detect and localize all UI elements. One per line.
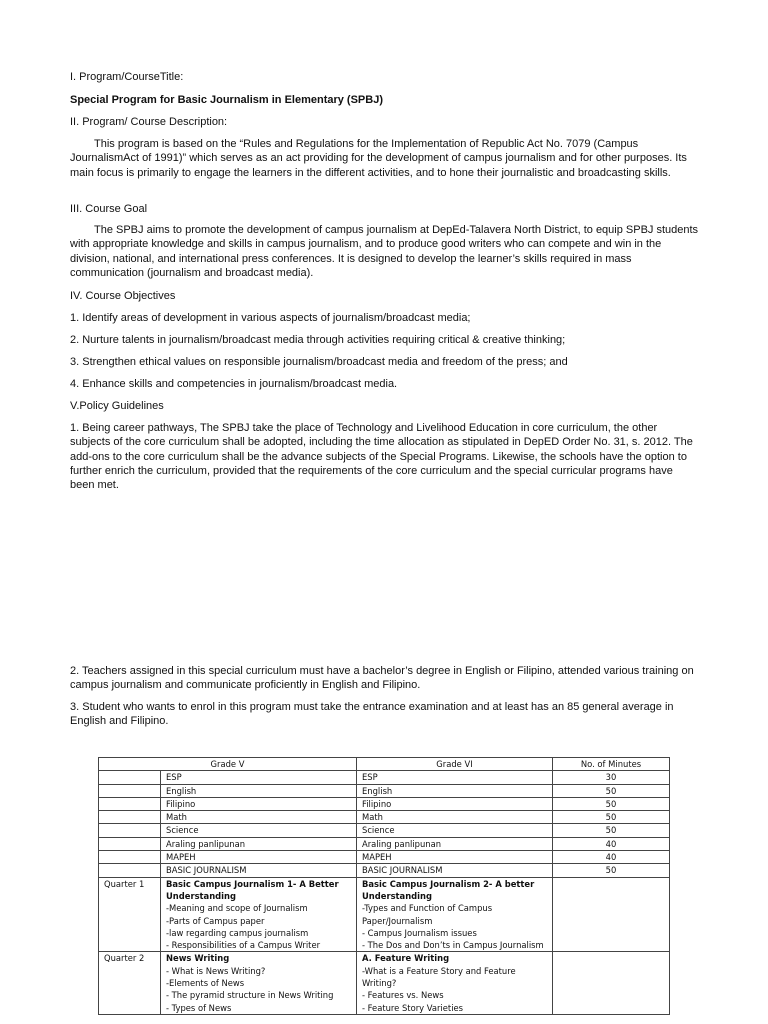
table-row	[99, 851, 670, 864]
topic-item: -Types and Function of Campus	[362, 903, 493, 914]
topic-item: -Elements of News	[166, 978, 245, 989]
grade-vi-subject: Science	[357, 824, 553, 837]
grade-vi-subject: Filipino	[357, 797, 553, 810]
quarter-label: Quarter 1	[99, 877, 161, 952]
section-heading-objectives: IV. Course Objectives	[70, 290, 176, 302]
minutes-cell: 50	[553, 784, 670, 797]
grade-v-subject: Math	[161, 811, 357, 824]
minutes-cell: 40	[553, 851, 670, 864]
topic-item: Paper/Journalism	[362, 915, 433, 926]
topic-title: Understanding	[166, 890, 236, 901]
grade-v-subject: Science	[161, 824, 357, 837]
program-title: Special Program for Basic Journalism in Elementary (SPBJ)	[70, 94, 383, 106]
section-heading-goal: III. Course Goal	[70, 203, 148, 215]
topic-item: - What is News Writing?	[166, 965, 266, 976]
topic-title: Basic Campus Journalism 2- A better	[362, 878, 535, 889]
grade-v-subject: MAPEH	[161, 851, 357, 864]
minutes-cell: 30	[553, 771, 670, 784]
section-heading-policy: V.Policy Guidelines	[70, 400, 164, 412]
grade-v-subject: Filipino	[161, 797, 357, 810]
grade-vi-subject: English	[357, 784, 553, 797]
grade-v-subject: Araling panlipunan	[161, 837, 357, 850]
section-heading-description: II. Program/ Course Description:	[70, 116, 228, 128]
goal-paragraph: The SPBJ aims to promote the development of campus journalism at DepEd-Talavera North District, to equip SPBJ students with appropriate knowledge and skills in campus journalism, and to produce good writers who can compete and win in the division, national, and international press conferences. It is designed to develop the learner’s skills required in mass communication (journalism and broadcast media).	[70, 224, 699, 279]
quarter-label: Quarter 2	[99, 952, 161, 1014]
topic-title: News Writing	[166, 953, 230, 964]
objective-3: 3. Strengthen ethical values on responsible journalism/broadcast media and freedom of the press; and	[70, 356, 568, 368]
policy-1: 1. Being career pathways, The SPBJ take the place of Technology and Livelihood Education in core curriculum, the other subjects of the core curriculum shall be adopted, including the time allocation as stipulated in DepED Order No. 31, s. 2012. The add-ons to the core curriculum shall be the advance subjects of the Special Programs. Likewise, the schools have the option to further enrich the curriculum, provided that the requirements of the core curriculum and the special curricular programs have been met.	[70, 422, 693, 492]
topic-item: - The Dos and Don’ts in Campus Journalism	[362, 940, 544, 951]
topic-item: - Features vs. News	[362, 990, 444, 1001]
objective-4: 4. Enhance skills and competencies in journalism/broadcast media.	[70, 378, 398, 390]
minutes-cell	[553, 877, 670, 952]
grade-v-subject: English	[161, 784, 357, 797]
table-row	[99, 824, 670, 837]
header-minutes: No. of Minutes	[553, 758, 670, 771]
topic-title: Understanding	[362, 890, 432, 901]
grade-vi-subject: Araling panlipunan	[357, 837, 553, 850]
description-paragraph: This program is based on the “Rules and Regulations for the Implementation of Republic Act No. 7079 (Campus JournalismAct of 1991)” which serves as an act providing for the development of campus journalism and for other purposes. Its main focus is primarily to engage the learners in the different activities, and to hone their journalistic and broadcasting skills.	[70, 138, 687, 179]
topic-item: - Feature Story Varieties	[362, 1002, 464, 1013]
header-grade-v: Grade V	[99, 758, 357, 771]
table-row	[99, 837, 670, 850]
section-heading-program-title: I. Program/CourseTitle:	[70, 71, 184, 83]
topic-item: - Campus Journalism issues	[362, 927, 477, 938]
topic-item: Writing?	[362, 978, 397, 989]
table-row	[99, 811, 670, 824]
topic-title: Basic Campus Journalism 1- A Better	[166, 878, 339, 889]
table-header-row	[99, 758, 670, 771]
grade-vi-subject: ESP	[357, 771, 553, 784]
topic-title: A. Feature Writing	[362, 953, 450, 964]
minutes-cell: 50	[553, 811, 670, 824]
grade-vi-subject: BASIC JOURNALISM	[357, 864, 553, 877]
minutes-cell	[553, 952, 670, 1014]
topic-item: -Parts of Campus paper	[166, 915, 265, 926]
grade-vi-subject: MAPEH	[357, 851, 553, 864]
table-row	[99, 784, 670, 797]
table-row	[99, 797, 670, 810]
grade-vi-quarter-content	[357, 877, 553, 952]
grade-vi-subject: Math	[357, 811, 553, 824]
topic-item: - The pyramid structure in News Writing	[166, 990, 334, 1001]
topic-item: -What is a Feature Story and Feature	[362, 965, 516, 976]
quarter-row	[99, 877, 670, 952]
topic-item: - Responsibilities of a Campus Writer	[166, 940, 321, 951]
curriculum-table	[98, 757, 670, 1015]
grade-vi-quarter-content	[357, 952, 553, 1014]
topic-item: -Meaning and scope of Journalism	[166, 903, 308, 914]
quarter-row	[99, 952, 670, 1014]
objective-2: 2. Nurture talents in journalism/broadcast media through activities requiring critical & creative thinking;	[70, 334, 566, 346]
policy-2: 2. Teachers assigned in this special curriculum must have a bachelor’s degree in English or Filipino, attended various training on campus journalism and communicate proficiently in English and Filipino.	[70, 665, 694, 692]
objective-1: 1. Identify areas of development in various aspects of journalism/broadcast media;	[70, 312, 471, 324]
table-row	[99, 864, 670, 877]
header-grade-vi: Grade VI	[357, 758, 553, 771]
minutes-cell: 50	[553, 797, 670, 810]
topic-item: -law regarding campus journalism	[166, 927, 309, 938]
table-row	[99, 771, 670, 784]
minutes-cell: 50	[553, 824, 670, 837]
grade-v-quarter-content	[161, 877, 357, 952]
grade-v-subject: BASIC JOURNALISM	[161, 864, 357, 877]
policy-3: 3. Student who wants to enrol in this program must take the entrance examination and at least has an 85 general average in English and Filipino.	[70, 701, 674, 728]
topic-item: - Types of News	[166, 1002, 232, 1013]
grade-v-subject: ESP	[161, 771, 357, 784]
minutes-cell: 40	[553, 837, 670, 850]
minutes-cell: 50	[553, 864, 670, 877]
grade-v-quarter-content	[161, 952, 357, 1014]
